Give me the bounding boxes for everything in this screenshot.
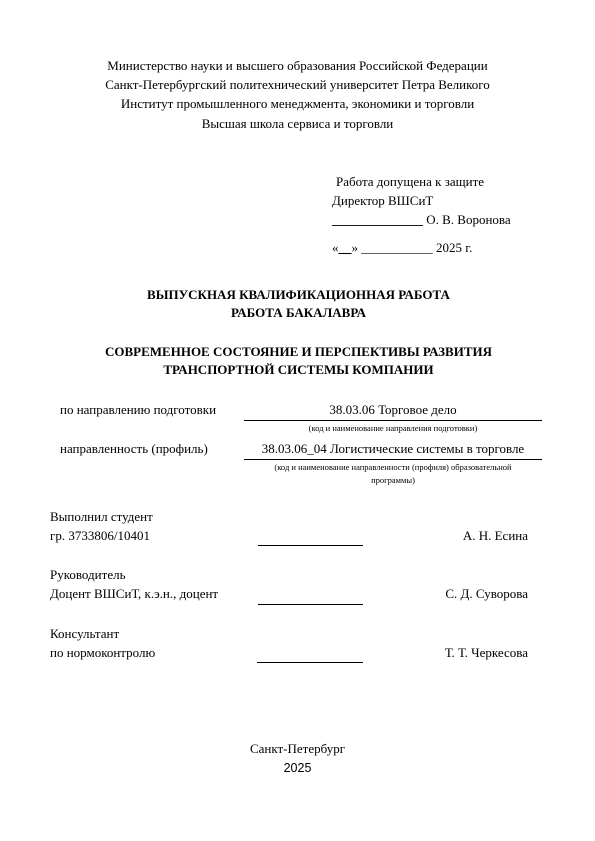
student-group-text: гр. 3733806/10401 [50,528,150,543]
profile-label: направленность (профиль) [60,441,208,456]
profile-hint-line1: (код и наименование направленности (профиля) образовательной [274,462,512,472]
approval-line: Работа допущена к защите [336,174,485,189]
student-signature-line [258,545,363,546]
director-name: О. В. Воронова [426,212,511,227]
consultant-position: по нормоконтролю [50,645,156,660]
director-signature-row [332,212,511,228]
thesis-title-line1: СОВРЕМЕННОЕ СОСТОЯНИЕ И ПЕРСПЕКТИВЫ РАЗВИТИЯ [105,344,492,359]
university-line: Санкт-Петербургский политехнический университет Петра Великого [105,77,490,92]
direction-value: 38.03.06 Торговое дело [329,402,457,417]
director-signature-blank: ______________ [332,212,423,227]
supervisor-position: Доцент ВШСиТ, к.э.н., доцент [50,586,219,601]
approval-date [332,240,472,256]
direction-label: по направлению подготовки [60,402,217,417]
institute-line: Институт промышленного менеджмента, экономики и торговли [120,96,475,111]
supervisor-signature-line [258,604,363,605]
date-day-blank: __ [338,240,352,255]
ministry-line: Министерство науки и высшего образования Российской Федерации [107,58,488,73]
direction-hint: (код и наименование направления подготовки) [308,423,478,433]
date-close-quote: » [351,240,358,255]
profile-underline [244,459,542,460]
footer-year: 2025 [283,761,312,775]
profile-hint-line2: программы) [371,475,415,485]
profile-value: 38.03.06_04 Логистические системы в торговле [261,441,525,456]
director-title: Директор ВШСиТ [332,193,434,208]
supervisor-name: С. Д. Суворова [445,586,528,601]
thesis-title-line2: ТРАНСПОРТНОЙ СИСТЕМЫ КОМПАНИИ [163,362,434,377]
student-role: Выполнил студент [50,509,153,524]
consultant-role: Консультант [50,626,120,641]
date-year: 2025 г. [436,240,473,255]
work-type-line2: РАБОТА БАКАЛАВРА [231,305,366,320]
student-group [50,528,150,544]
supervisor-role: Руководитель [50,567,126,582]
direction-underline [244,420,542,421]
student-name: А. Н. Есина [462,528,528,543]
consultant-name: Т. Т. Черкесова [444,645,528,660]
consultant-signature-line [257,662,363,663]
date-open-quote: « [332,240,339,255]
footer-city: Санкт-Петербург [249,741,346,756]
school-line: Высшая школа сервиса и торговли [201,116,394,131]
date-month-blank: ___________ [361,240,433,255]
work-type-line1: ВЫПУСКНАЯ КВАЛИФИКАЦИОННАЯ РАБОТА [147,287,450,302]
